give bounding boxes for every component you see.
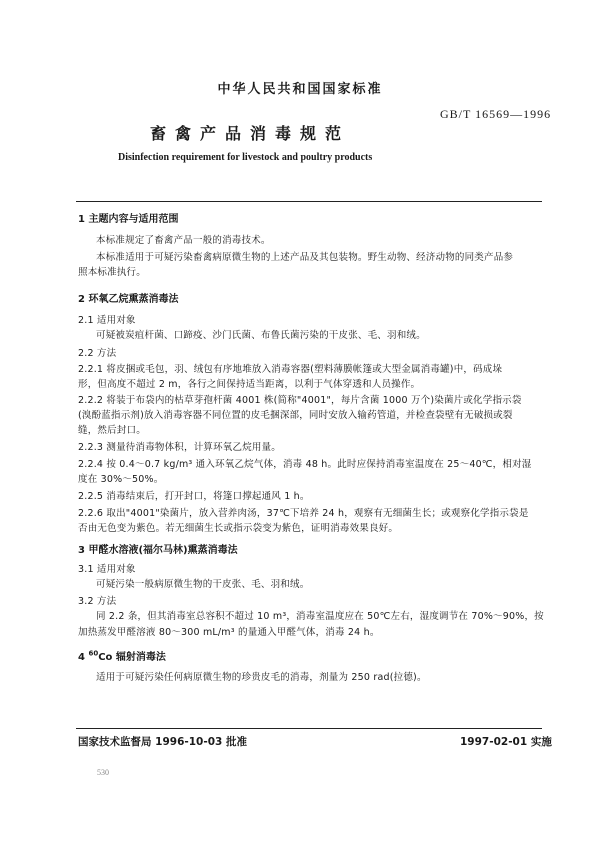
section-4-text: 适用于可疑污染任何病原微生物的珍贵皮毛的消毒，剂量为 250 rad(拉德)。 — [96, 672, 427, 683]
section-1-para-1: 本标准规定了畜禽产品一般的消毒技术。 — [96, 235, 271, 246]
clause-2-1: 2.1 适用对象 — [78, 315, 136, 326]
clause-3-2-line-2: 加热蒸发甲醛溶液 80～300 mL/m³ 的量通入甲醛气体，消毒 24 h。 — [78, 627, 380, 638]
section-4-number: 4 — [78, 652, 89, 663]
approval-date: 国家技术监督局 1996-10-03 批准 — [78, 736, 247, 748]
section-4-heading — [78, 648, 166, 663]
section-2-heading: 2 环氧乙烷熏蒸消毒法 — [78, 294, 179, 305]
clause-2-2-6-line-2: 否由无色变为紫色。若无细菌生长或指示袋变为紫色，证明消毒效果良好。 — [78, 523, 399, 534]
section-3-heading: 3 甲醛水溶液(福尔马林)熏蒸消毒法 — [78, 545, 238, 556]
standard-code: GB/T 16569—1996 — [440, 107, 552, 121]
clause-2-2-2-line-1: 2.2.2 将装于布袋内的枯草芽孢杆菌 4001 株(简称"4001"，每片含菌 1000 万个)染菌片或化学指示袋 — [78, 395, 522, 406]
clause-2-2-4-line-1: 2.2.4 按 0.4～0.7 kg/m³ 通入环氧乙烷气体，消毒 48 h。此时应保持消毒室温度在 25～40℃，相对湿 — [78, 459, 532, 470]
clause-2-2-5: 2.2.5 消毒结束后，打开封口，将篷口撑起通风 1 h。 — [78, 491, 310, 502]
section-1-heading: 1 主题内容与适用范围 — [78, 214, 179, 225]
clause-2-2-3: 2.2.3 测量待消毒物体积，计算环氧乙烷用量。 — [78, 442, 281, 453]
document-title: 畜禽产品消毒规范 — [150, 124, 351, 143]
clause-2-2-2-line-2: (溴酚蓝指示剂)放入消毒容器不同位置的皮毛捆深部，同时安放入输药管道，并检查袋壁有无破损或裂 — [78, 410, 513, 421]
page-number: 530 — [97, 768, 109, 777]
clause-2-2-1-line-1: 2.2.1 将皮捆或毛包，羽、绒包有序地堆放入消毒容器(塑料薄膜帐篷或大型金属消毒罐)中，码成垛 — [78, 364, 503, 375]
section-1-para-2-line-1: 本标准适用于可疑污染畜禽病原微生物的上述产品及其包装物。野生动物、经济动物的同类产品参 — [96, 252, 514, 263]
clause-2-1-text: 可疑被炭疽杆菌、口蹄疫、沙门氏菌、布鲁氏菌污染的干皮张、毛、羽和绒。 — [96, 330, 426, 341]
clause-2-2-1-line-2: 形，但高度不超过 2 m，各行之间保持适当距离，以利于气体穿透和人员操作。 — [78, 379, 421, 390]
clause-2-2-2-line-3: 缝，然后封口。 — [78, 425, 146, 436]
footer-divider — [76, 728, 542, 729]
clause-3-2: 3.2 方法 — [78, 596, 117, 607]
national-standard-heading: 中华人民共和国国家标准 — [217, 82, 383, 97]
effective-date: 1997-02-01 实施 — [460, 736, 552, 748]
clause-2-2-4-line-2: 度在 30%～50%。 — [78, 474, 164, 485]
header-divider — [76, 201, 542, 202]
clause-2-2: 2.2 方法 — [78, 348, 117, 359]
clause-3-1-text: 可疑污染一般病原微生物的干皮张、毛、羽和绒。 — [96, 579, 310, 590]
isotope-mass-number: 60 — [88, 649, 99, 658]
section-4-title: Co 辐射消毒法 — [98, 652, 166, 663]
section-1-para-2-line-2: 照本标准执行。 — [78, 267, 146, 278]
clause-2-2-6-line-1: 2.2.6 取出"4001"染菌片，放入营养肉汤，37℃下培养 24 h，观察有无细菌生长；或观察化学指示袋是 — [78, 508, 529, 519]
english-title: Disinfection requirement for livestock and poultry products — [118, 152, 373, 163]
clause-3-2-line-1: 同 2.2 条，但其消毒室总容积不超过 10 m³，消毒室温度应在 50℃左右，湿度调节在 70%～90%，按 — [96, 611, 544, 622]
clause-3-1: 3.1 适用对象 — [78, 564, 136, 575]
